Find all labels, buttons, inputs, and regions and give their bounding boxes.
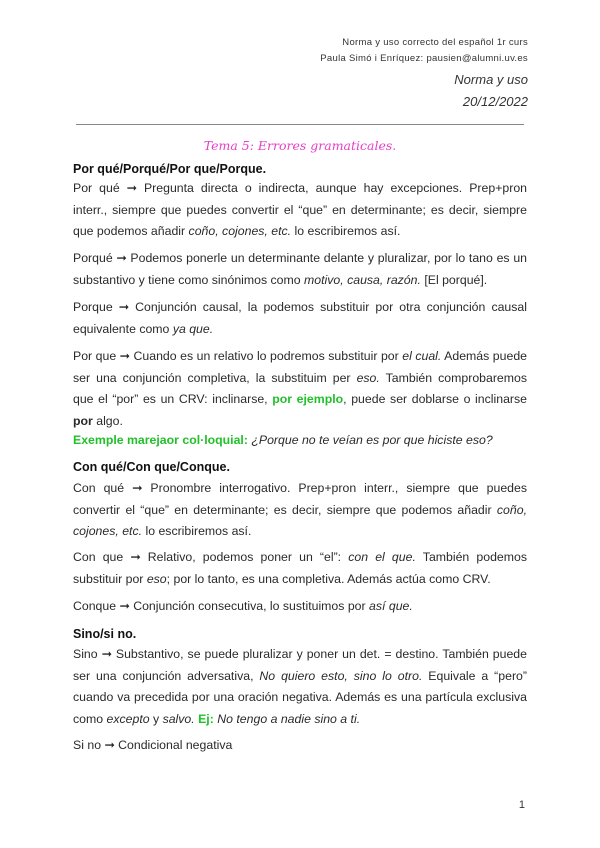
paragraph-conque-consecutive: Conque ➞ Conjunción consecutiva, lo sustituimos por así que. (73, 599, 413, 613)
header-course: Norma y uso correcto del español 1r curs (342, 37, 528, 48)
paragraph-por-que-interrogative: Por qué ➞ Pregunta directa o indirecta, aunque hay excepciones. Prep+pron interr., siempre que puedes convertir el “que” en determinante; es decir, siempre que podemos añadir coño, cojones, etc. lo escribiremos así. (73, 181, 527, 238)
paragraph-porque-noun: Porqué ➞ Podemos ponerle un determinante delante y pluralizar, por lo tano es un substantivo y tiene como sinónimos como motivo, causa, razón. [El porqué]. (73, 251, 527, 287)
header-divider (76, 124, 524, 125)
paragraph-porque-causal: Porque ➞ Conjunción causal, la podemos substituir por otra conjunción causal equivalente como ya que. (73, 300, 527, 336)
header-date: 20/12/2022 (462, 94, 528, 109)
section-heading-conque: Con qué/Con que/Conque. (73, 460, 230, 474)
header-subject: Norma y uso (454, 72, 528, 87)
paragraph-sino-noun: Sino ➞ Substantivo, se puede pluralizar y poner un det. = destino. También puede ser una conjunción adversativa, No quiero esto, sino lo otro. Equivale a “pero” cuando va precedida por una oración negativa. Además es una partícula exclusiva como excepto y salvo. Ej: No tengo a nadie sino a ti. (73, 647, 527, 726)
paragraph-si-no-conditional: Si no ➞ Condicional negativa (73, 738, 233, 752)
paragraph-con-que-interrogative: Con qué ➞ Pronombre interrogativo. Prep+pron interr., siempre que puedes convertir el “que” en determinante; es decir, siempre que podemos añadir coño, cojones, etc. lo escribiremos así. (73, 481, 527, 538)
paragraph-colloquial-example: Exemple marejaor col·loquial: ¿Porque no te veían es por que hiciste eso? (73, 433, 493, 447)
paragraph-con-que-relative: Con que ➞ Relativo, podemos poner un “el”: con el que. También podemos substituir por eso; por lo tanto, es una completiva. Además actúa como CRV. (73, 550, 527, 586)
page-number: 1 (518, 799, 525, 811)
header-author: Paula Simó i Enríquez: pausien@alumni.uv.es (320, 53, 528, 64)
section-heading-porque: Por qué/Porqué/Por que/Porque. (73, 162, 267, 176)
section-heading-sino: Sino/si no. (73, 627, 137, 641)
paragraph-por-que-relative: Por que ➞ Cuando es un relativo lo podremos substituir por el cual. Además puede ser una conjunción completiva, la substituim per eso. También comprobaremos que el “por” es un CRV: inclinarse, por ejemplo, puede ser doblarse o inclinarse por algo. (73, 349, 528, 428)
page-title: Tema 5: Errores gramaticales. (203, 138, 397, 153)
